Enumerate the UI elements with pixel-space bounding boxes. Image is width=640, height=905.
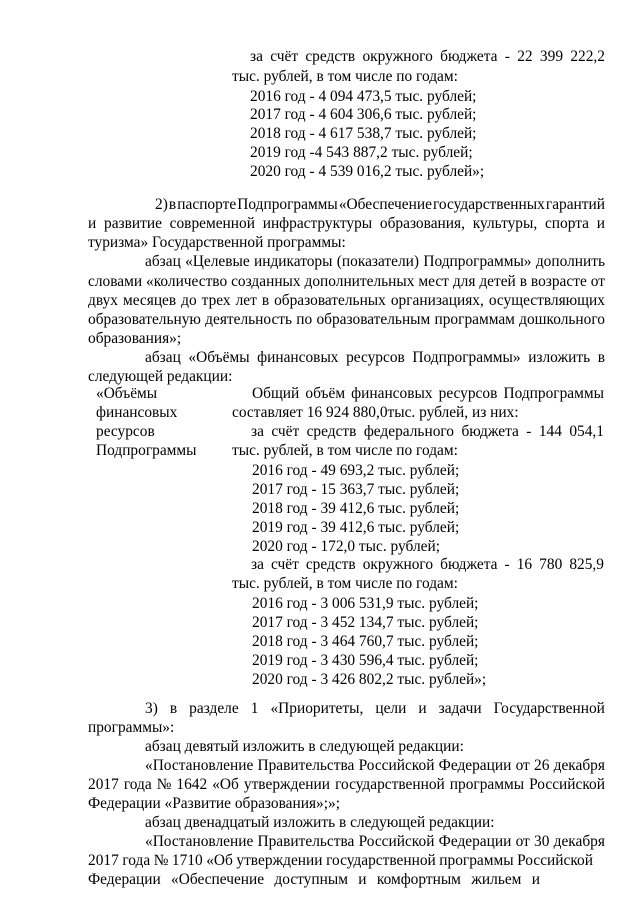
word: цели — [375, 700, 407, 717]
word: Правительства — [257, 833, 355, 850]
word: индикаторы — [254, 253, 333, 270]
word: гарантий — [545, 196, 605, 213]
word: «Объёмы — [188, 349, 250, 366]
word: образовательным — [316, 311, 431, 328]
item2-line-3: туризма» Государственной программы: — [88, 234, 346, 251]
word: абзац — [145, 253, 181, 270]
word: декабря — [553, 833, 605, 850]
word: осуществляющих — [488, 292, 605, 309]
word: современной — [169, 215, 255, 232]
word: в — [168, 196, 177, 213]
word: - — [504, 48, 510, 65]
item2-line-2 — [88, 214, 605, 233]
word: 1642 — [176, 776, 208, 793]
word: задачи — [438, 700, 482, 717]
word: спорта — [544, 215, 589, 232]
word: мест — [418, 273, 449, 290]
top-year-2019: 2019 год -4 543 887,2 тыс. рублей; — [250, 144, 473, 161]
word: бюджета — [461, 423, 519, 440]
word: государственных — [433, 196, 545, 213]
word: 26 — [534, 757, 550, 774]
fed-year-2016: 2016 год - 49 693,2 тыс. рублей; — [252, 462, 460, 479]
word: детей — [479, 273, 516, 290]
word: «Целевые — [185, 253, 250, 270]
word: 30 — [534, 833, 550, 850]
word: программам — [434, 311, 515, 328]
word: от — [515, 833, 530, 850]
word: доступным — [274, 871, 348, 888]
word: «Постановление — [145, 833, 254, 850]
word: дополнительных — [304, 273, 415, 290]
word: государственной — [326, 852, 436, 869]
word: государственной — [335, 776, 445, 793]
word: объём — [305, 385, 346, 402]
fed-year-2020: 2020 год - 172,0 тыс. рублей; — [252, 538, 440, 555]
okr-year-2017: 2017 год - 3 452 134,7 тыс. рублей; — [252, 614, 479, 631]
item2-p1-line-3 — [88, 291, 605, 310]
word: 2017 — [88, 776, 119, 793]
word: образовательных — [274, 292, 386, 309]
word: и — [596, 215, 605, 232]
table-right-total-2: составляет 16 924 880,0тыс. рублей, из них: — [232, 404, 519, 421]
word: лет — [235, 292, 257, 309]
top-year-2016: 2016 год - 4 094 473,5 тыс. рублей; — [250, 88, 477, 105]
word: «количество — [146, 273, 228, 290]
word: месяцев — [122, 292, 177, 309]
word: паспорте — [177, 196, 237, 213]
word: 144 — [538, 423, 562, 440]
table-left-2: финансовых — [96, 404, 178, 421]
table-left-3: ресурсов — [96, 423, 155, 440]
word: 2) — [155, 196, 168, 213]
item3-quote2-line-1 — [145, 832, 605, 851]
word: образовательную — [88, 311, 201, 328]
item2-p1-line-2 — [88, 272, 605, 291]
word: комфортным — [376, 871, 461, 888]
table-right-federal-1 — [251, 422, 604, 441]
top-year-2017: 2017 год - 4 604 306,6 тыс. рублей; — [250, 106, 477, 123]
item3-quote1-line-3: Федерации «Развитие образования»;»; — [88, 795, 340, 812]
word: Подпрограммы» — [412, 349, 521, 366]
word: трех — [201, 292, 231, 309]
top-line-2: тыс. рублей, в том числе по годам: — [232, 68, 458, 85]
item3-para-12: абзац двенадцатый изложить в следующей редакции: — [145, 814, 495, 831]
word: ресурсов — [438, 385, 498, 402]
okr-year-2018: 2018 год - 3 464 760,7 тыс. рублей; — [252, 633, 479, 650]
okr-year-2019: 2019 год - 3 430 596,4 тыс. рублей; — [252, 652, 479, 669]
item3-quote1-line-1 — [145, 756, 605, 775]
word: Федерации — [438, 833, 512, 850]
table-right-total-1 — [252, 384, 604, 403]
word: Российской — [529, 776, 605, 793]
item2-line-1 — [155, 195, 605, 214]
word: развитие — [104, 215, 162, 232]
word: от — [590, 273, 605, 290]
word: культуры, — [472, 215, 538, 232]
word: разделе — [189, 700, 239, 717]
word: от — [515, 757, 530, 774]
fed-year-2017: 2017 год - 15 363,7 тыс. рублей; — [252, 481, 460, 498]
top-year-2020: 2020 год - 4 539 016,2 тыс. рублей»; — [250, 163, 485, 180]
word: дополнить — [535, 253, 605, 270]
word: «Обеспечение — [171, 871, 265, 888]
top-line-1 — [250, 47, 605, 66]
word: № — [153, 852, 169, 869]
word: утверждении — [243, 776, 331, 793]
item3-para-9: абзац девятый изложить в следующей редакции: — [145, 738, 464, 755]
word: образования, — [379, 215, 465, 232]
word: словами — [88, 273, 143, 290]
item2-p1-line-5: образования»; — [88, 330, 182, 347]
word: (показатели) — [336, 253, 420, 270]
word: Общий — [252, 385, 300, 402]
word: Государственной — [493, 700, 605, 717]
word: счёт — [270, 556, 299, 573]
word: двух — [88, 292, 118, 309]
word: финансовых — [257, 349, 339, 366]
word: организациях, — [390, 292, 484, 309]
word: средств — [305, 48, 356, 65]
word: «Обеспечение — [338, 196, 432, 213]
word: «Приоритеты, — [270, 700, 364, 717]
item2-p2-line-2: следующей редакции: — [88, 368, 233, 385]
word: 1 — [250, 700, 259, 717]
word: 399 — [539, 48, 564, 65]
word: возрасте — [530, 273, 587, 290]
table-right-federal-2: тыс. рублей, в том числе по годам: — [232, 442, 458, 459]
word: - — [526, 423, 532, 440]
word: программы — [439, 852, 514, 869]
top-year-2018: 2018 год - 4 617 538,7 тыс. рублей; — [250, 125, 477, 142]
word: программы — [449, 776, 525, 793]
item3-line-1 — [145, 699, 605, 718]
item2-p1-line-1 — [145, 252, 605, 271]
word: в — [261, 292, 270, 309]
word: финансовых — [351, 385, 433, 402]
word: федерального — [363, 423, 455, 440]
word: 222,2 — [570, 48, 605, 65]
item2-p2-line-1 — [145, 348, 605, 367]
fed-year-2018: 2018 год - 39 412,6 тыс. рублей; — [252, 500, 460, 517]
word: «Об — [206, 852, 233, 869]
word: года — [123, 776, 152, 793]
word: Российской — [358, 757, 435, 774]
word: 2017 — [88, 852, 119, 869]
word: для — [452, 273, 476, 290]
item2-p1-line-4 — [88, 310, 605, 329]
word: «Постановление — [145, 757, 254, 774]
word: и — [88, 215, 97, 232]
word: Подпрограммы» — [423, 253, 532, 270]
word: и — [531, 871, 540, 888]
word: 3) — [145, 700, 158, 717]
word: и — [358, 871, 367, 888]
word: средств — [306, 423, 357, 440]
word: ресурсов — [346, 349, 405, 366]
word: Федерации — [438, 757, 512, 774]
word: Федерации — [88, 871, 161, 888]
word: абзац — [145, 349, 181, 366]
word: созданных — [231, 273, 301, 290]
word: за — [250, 48, 263, 65]
word: Российской — [517, 852, 593, 869]
word: окружного — [362, 556, 434, 573]
word: дошкольного — [519, 311, 605, 328]
word: деятельность — [205, 311, 293, 328]
word: счёт — [270, 48, 299, 65]
word: до — [181, 292, 197, 309]
word: за — [251, 423, 264, 440]
word: 16 — [516, 556, 533, 573]
word: декабря — [553, 757, 605, 774]
word: бюджета — [440, 48, 498, 65]
word: в — [519, 273, 527, 290]
word: за — [251, 556, 264, 573]
word: 22 — [517, 48, 533, 65]
word: № — [156, 776, 172, 793]
table-left-4: Подпрограммы — [96, 442, 197, 459]
word: Правительства — [257, 757, 355, 774]
item3-quote2-line-3 — [88, 870, 540, 889]
item3-line-2: программы»: — [88, 719, 175, 736]
word: инфраструктуры — [262, 215, 373, 232]
word: в — [169, 700, 178, 717]
table-left-1: «Объёмы — [96, 385, 158, 402]
word: утверждении — [236, 852, 323, 869]
item3-quote1-line-2 — [88, 775, 605, 794]
word: счёт — [271, 423, 300, 440]
word: средств — [305, 556, 356, 573]
word: бюджета — [440, 556, 498, 573]
word: по — [296, 311, 313, 328]
word: жильем — [471, 871, 522, 888]
word: года — [122, 852, 151, 869]
word: Подпрограммы — [503, 385, 604, 402]
okr-year-2016: 2016 год - 3 006 531,9 тыс. рублей; — [252, 595, 479, 612]
fed-year-2019: 2019 год - 39 412,6 тыс. рублей; — [252, 519, 460, 536]
word: изложить — [528, 349, 591, 366]
word: и — [418, 700, 427, 717]
item3-quote2-line-2 — [88, 851, 593, 870]
word: «Об — [212, 776, 239, 793]
table-right-okr-1 — [251, 555, 604, 574]
word: 780 — [539, 556, 563, 573]
word: Подпрограммы — [237, 196, 338, 213]
okr-year-2020: 2020 год - 3 426 802,2 тыс. рублей»; — [252, 671, 487, 688]
table-right-okr-2: тыс. рублей, в том числе по годам: — [232, 575, 458, 592]
word: 825,9 — [569, 556, 604, 573]
word: Российской — [358, 833, 435, 850]
word: 054,1 — [569, 423, 604, 440]
word: 1710 — [171, 852, 203, 869]
word: окружного — [362, 48, 433, 65]
word: в — [597, 349, 605, 366]
word: - — [504, 556, 510, 573]
